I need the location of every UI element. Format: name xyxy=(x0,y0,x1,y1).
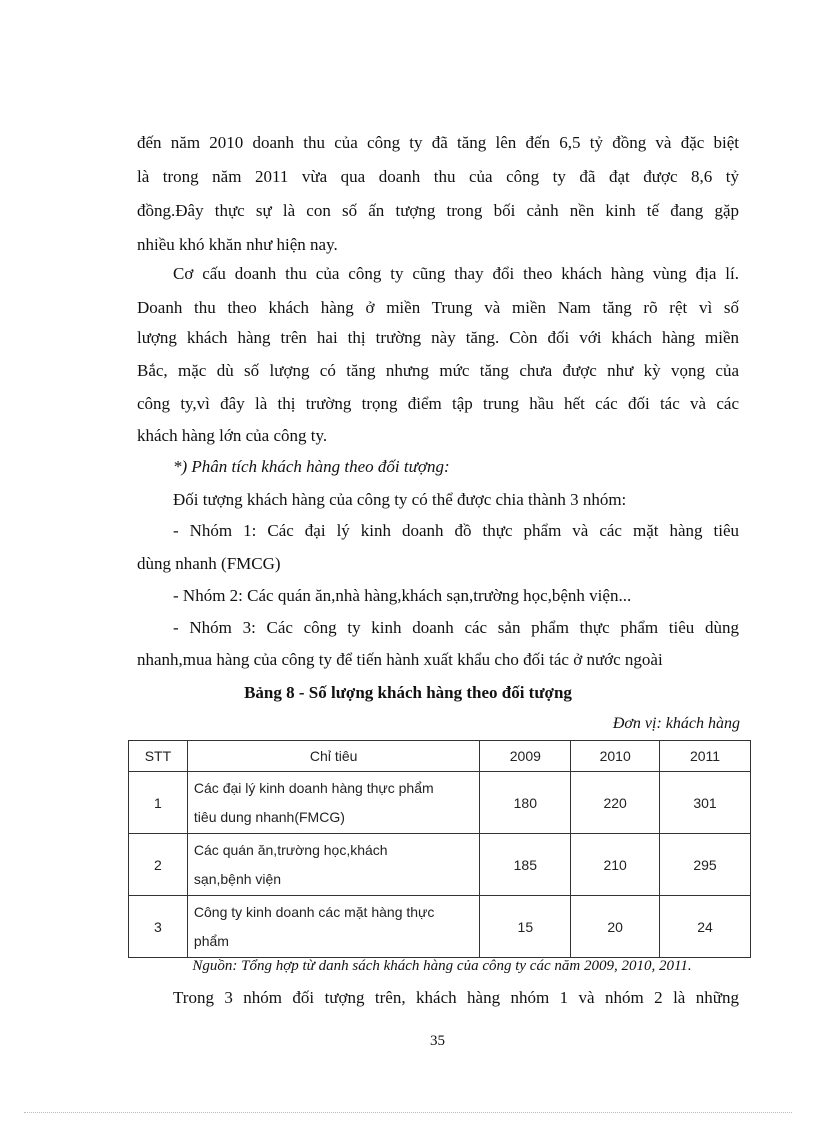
cell-stt: 3 xyxy=(129,896,188,958)
paragraph-line: đồng.Đây thực sự là con số ấn tượng trong bối cảnh nền kinh tế đang gặp xyxy=(137,201,739,220)
cell-indicator xyxy=(187,772,480,834)
paragraph-line: Doanh thu theo khách hàng ở miền Trung và miền Nam tăng rõ rệt vì số xyxy=(137,298,739,317)
cell-2011: 301 xyxy=(660,772,751,834)
paragraph-line: công ty,vì đây là thị trường trọng điểm tập trung hầu hết các đối tác và các xyxy=(137,394,739,413)
table-header-row xyxy=(129,741,751,772)
list-item: - Nhóm 3: Các công ty kinh doanh các sản phẩm thực phẩm tiêu dùng xyxy=(173,618,739,637)
cell-indicator-line: phẩm xyxy=(193,932,229,949)
cell-indicator-line: tiêu dung nhanh(FMCG) xyxy=(193,808,345,825)
cell-2009: 180 xyxy=(480,772,571,834)
cell-indicator xyxy=(187,896,480,958)
page-number: 35 xyxy=(430,1033,445,1049)
table-source: Nguồn: Tổng hợp từ danh sách khách hàng của công ty các năm 2009, 2010, 2011. xyxy=(192,958,692,974)
header-2010: 2010 xyxy=(571,741,660,772)
header-indicator: Chỉ tiêu xyxy=(187,741,480,772)
cell-indicator-line: Các quán ăn,trường học,khách xyxy=(193,841,388,858)
paragraph-line: đến năm 2010 doanh thu của công ty đã tăng lên đến 6,5 tỷ đồng và đặc biệt xyxy=(137,133,739,152)
paragraph-line: Đối tượng khách hàng của công ty có thể được chia thành 3 nhóm: xyxy=(173,490,627,509)
cell-2009: 15 xyxy=(480,896,571,958)
list-item: - Nhóm 1: Các đại lý kinh doanh đồ thực phẩm và các mặt hàng tiêu xyxy=(173,521,739,540)
cell-2010: 210 xyxy=(571,834,660,896)
customer-table xyxy=(128,740,751,958)
list-item: - Nhóm 2: Các quán ăn,nhà hàng,khách sạn,trường học,bệnh viện... xyxy=(173,586,632,605)
paragraph-line: nhiều khó khăn như hiện nay. xyxy=(137,235,338,254)
header-stt: STT xyxy=(129,741,188,772)
table-row xyxy=(129,772,751,834)
cell-indicator-line: Công ty kinh doanh các mặt hàng thực xyxy=(193,903,435,920)
table-row xyxy=(129,896,751,958)
cell-2010: 220 xyxy=(571,772,660,834)
section-heading: *) Phân tích khách hàng theo đối tượng: xyxy=(173,457,450,476)
table-caption: Bảng 8 - Số lượng khách hàng theo đối tượng xyxy=(244,683,572,702)
list-item-continuation: nhanh,mua hàng của công ty để tiến hành xuất khẩu cho đối tác ở nước ngoài xyxy=(137,650,663,669)
paragraph-line: Cơ cấu doanh thu của công ty cũng thay đổi theo khách hàng vùng địa lí. xyxy=(173,264,739,283)
cell-stt: 1 xyxy=(129,772,188,834)
footer-divider xyxy=(24,1112,792,1113)
cell-2011: 24 xyxy=(660,896,751,958)
table-row xyxy=(129,834,751,896)
cell-stt: 2 xyxy=(129,834,188,896)
paragraph-line: Trong 3 nhóm đối tượng trên, khách hàng nhóm 1 và nhóm 2 là những xyxy=(173,988,739,1007)
header-2009: 2009 xyxy=(480,741,571,772)
cell-indicator-line: Các đại lý kinh doanh hàng thực phẩm xyxy=(193,779,434,796)
cell-2010: 20 xyxy=(571,896,660,958)
cell-2011: 295 xyxy=(660,834,751,896)
header-2011: 2011 xyxy=(660,741,751,772)
cell-indicator xyxy=(187,834,480,896)
list-item-continuation: dùng nhanh (FMCG) xyxy=(137,554,281,573)
cell-indicator-line: sạn,bệnh viện xyxy=(193,870,282,887)
paragraph-line: khách hàng lớn của công ty. xyxy=(137,426,328,445)
paragraph-line: Bắc, mặc dù số lượng có tăng nhưng mức tăng chưa được như kỳ vọng của xyxy=(137,361,739,380)
table-unit: Đơn vị: khách hàng xyxy=(612,715,740,732)
cell-2009: 185 xyxy=(480,834,571,896)
paragraph-line: là trong năm 2011 vừa qua doanh thu của công ty đã đạt được 8,6 tỷ xyxy=(137,167,739,186)
paragraph-line: lượng khách hàng trên hai thị trường này tăng. Còn đối với khách hàng miền xyxy=(137,328,739,347)
